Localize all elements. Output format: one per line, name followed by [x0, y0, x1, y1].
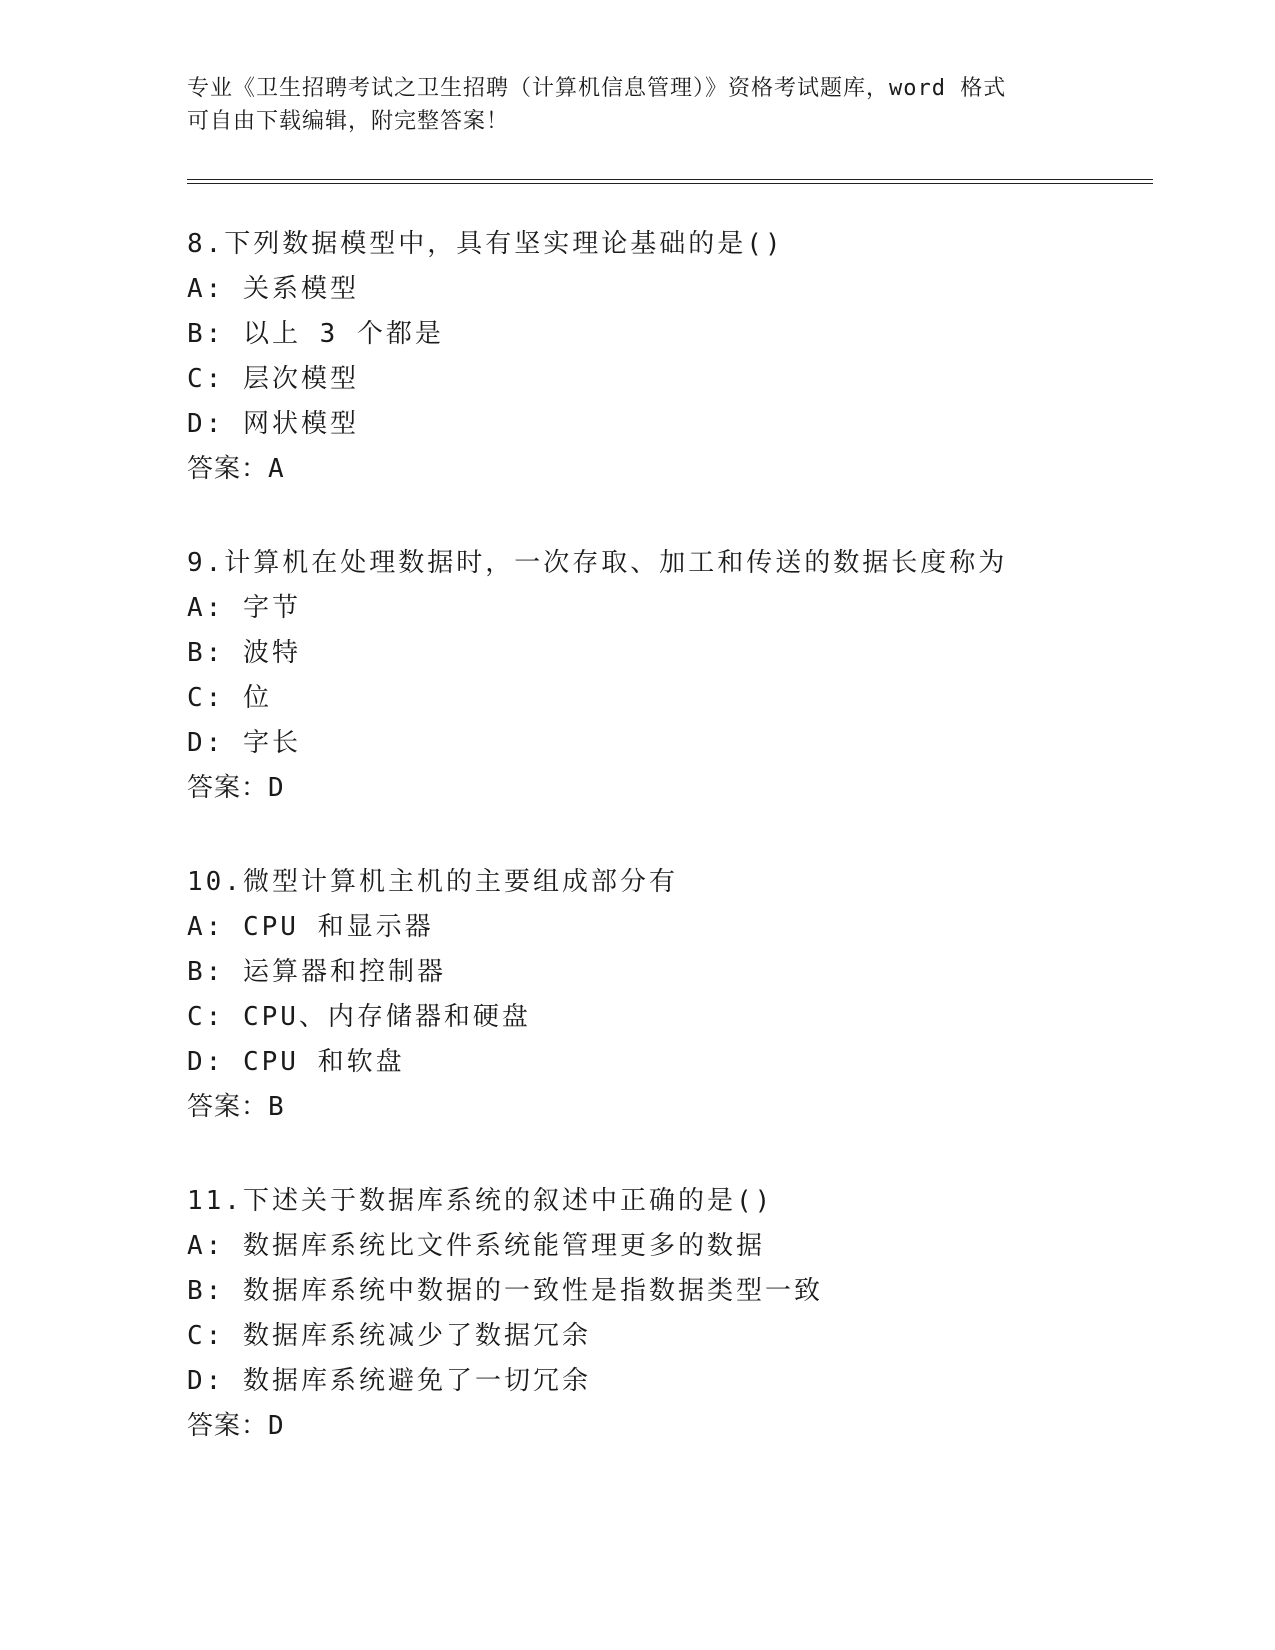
answer-line	[187, 447, 1147, 492]
answer-line	[187, 1085, 1147, 1130]
question-stem: 9.计算机在处理数据时，一次存取、加工和传送的数据长度称为	[187, 548, 1008, 578]
option-d: D: 数据库系统避免了一切冗余	[187, 1366, 591, 1396]
option-b: B: 以上 3 个都是	[187, 319, 444, 349]
answer-line	[187, 766, 1147, 811]
answer-value: A	[268, 454, 285, 484]
question-stem: 11.下述关于数据库系统的叙述中正确的是()	[187, 1186, 774, 1216]
answer-label: 答案：	[187, 1411, 269, 1441]
option-a: A: 关系模型	[187, 274, 359, 304]
question-block	[187, 541, 1147, 811]
question-block	[187, 1179, 1147, 1449]
answer-label: 答案：	[187, 1092, 269, 1122]
option-a: A: CPU 和显示器	[187, 912, 434, 942]
header-line-2: 可自由下载编辑，附完整答案！	[187, 109, 510, 134]
question-block	[187, 222, 1147, 492]
answer-value: D	[268, 1411, 285, 1441]
question-block	[187, 860, 1147, 1130]
option-c: C: 数据库系统减少了数据冗余	[187, 1321, 591, 1351]
document-header	[187, 72, 1067, 138]
question-stem: 8.下列数据模型中，具有坚实理论基础的是()	[187, 229, 784, 259]
option-b: B: 波特	[187, 638, 301, 668]
answer-label: 答案：	[187, 773, 269, 803]
answer-value: D	[268, 773, 285, 803]
answer-line	[187, 1404, 1147, 1449]
option-a: A: 字节	[187, 593, 301, 623]
header-line-1: 专业《卫生招聘考试之卫生招聘（计算机信息管理）》资格考试题库，word 格式	[187, 76, 1007, 101]
option-c: C: 层次模型	[187, 364, 359, 394]
option-b: B: 数据库系统中数据的一致性是指数据类型一致	[187, 1276, 823, 1306]
question-stem: 10.微型计算机主机的主要组成部分有	[187, 867, 678, 897]
option-a: A: 数据库系统比文件系统能管理更多的数据	[187, 1231, 765, 1261]
option-d: D: 网状模型	[187, 409, 359, 439]
header-divider-top	[187, 179, 1153, 180]
option-b: B: 运算器和控制器	[187, 957, 446, 987]
option-c: C: 位	[187, 683, 272, 713]
option-c: C: CPU、内存储器和硬盘	[187, 1002, 531, 1032]
option-d: D: 字长	[187, 728, 301, 758]
answer-value: B	[268, 1092, 285, 1122]
answer-label: 答案：	[187, 454, 269, 484]
option-d: D: CPU 和软盘	[187, 1047, 405, 1077]
header-divider-bottom	[187, 183, 1153, 184]
